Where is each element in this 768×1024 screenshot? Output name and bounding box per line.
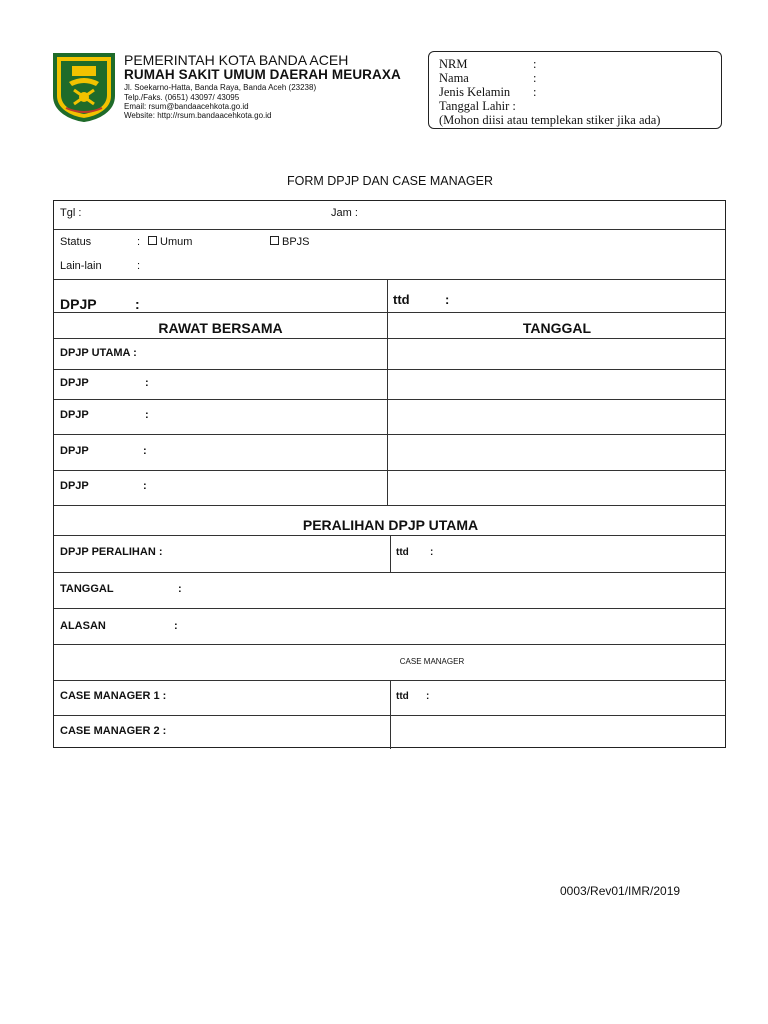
dpjp-form-table: [53, 200, 726, 748]
row-divider: [54, 369, 725, 370]
dpjp-row-label: DPJP: [60, 480, 89, 492]
jenis-kelamin-label: Jenis Kelamin: [439, 85, 511, 99]
document-code: 0003/Rev01/IMR/2019: [560, 884, 681, 898]
hospital-address: Jl. Soekarno-Hatta, Banda Raya, Banda Aceh (23238): [124, 83, 317, 92]
alasan-colon: :: [174, 620, 178, 632]
form-title: FORM DPJP DAN CASE MANAGER: [286, 174, 494, 188]
dpjp-main-colon: :: [135, 296, 140, 312]
dpjp-row-colon: :: [143, 480, 147, 492]
case-manager-2-label: CASE MANAGER 2 :: [60, 725, 167, 737]
row-divider: [54, 434, 725, 435]
status-colon: :: [137, 236, 141, 248]
row-divider: [54, 644, 725, 645]
lain-lain-colon: :: [137, 260, 141, 272]
lain-lain-label: Lain-lain: [60, 260, 102, 272]
dpjp-main-label: DPJP: [60, 296, 97, 312]
status-option-bpjs[interactable]: [270, 236, 310, 248]
nama-label: Nama: [439, 71, 469, 85]
dpjp-peralihan-label: DPJP PERALIHAN :: [60, 546, 163, 558]
peralihan-ttd-label: ttd: [396, 547, 409, 558]
row-divider: [54, 338, 725, 339]
peralihan-ttd-colon: :: [430, 547, 434, 558]
row-divider: [54, 279, 725, 280]
dpjp-row-label: DPJP: [60, 409, 89, 421]
row-divider: [54, 608, 725, 609]
nrm-label: NRM: [439, 57, 468, 71]
dpjp-row-label: DPJP: [60, 377, 89, 389]
peralihan-title: PERALIHAN DPJP UTAMA: [302, 517, 479, 533]
row-divider: [54, 572, 725, 573]
dpjp-row-colon: :: [145, 409, 149, 421]
case-manager-section-label: CASE MANAGER: [399, 657, 465, 666]
tanggal-label: TANGGAL: [60, 583, 114, 595]
alasan-label: ALASAN: [60, 620, 106, 632]
case-manager-1-label: CASE MANAGER 1 :: [60, 690, 167, 702]
nama-colon: :: [533, 71, 537, 85]
hospital-website: Website: http://rsum.bandaacehkota.go.id: [124, 111, 272, 120]
row-divider: [54, 312, 725, 313]
dpjp-row-colon: :: [143, 445, 147, 457]
column-divider: [390, 535, 391, 572]
dpjp-ttd-label: ttd: [393, 292, 410, 307]
patient-identity-box: [428, 51, 722, 129]
status-label: Status: [60, 236, 92, 248]
hospital-name: RUMAH SAKIT UMUM DAERAH MEURAXA: [124, 67, 401, 82]
bpjs-label: BPJS: [282, 236, 310, 248]
nrm-colon: :: [533, 57, 537, 71]
tanggal-header: TANGGAL: [522, 320, 592, 336]
hospital-phone: Telp./Faks. (0651) 43097/ 43095: [124, 93, 240, 102]
row-divider: [54, 399, 725, 400]
city-emblem-logo: [52, 52, 116, 122]
umum-label: Umum: [160, 236, 193, 248]
dpjp-row-colon: :: [145, 377, 149, 389]
tanggal-colon: :: [178, 583, 182, 595]
status-option-umum[interactable]: [148, 236, 192, 248]
case-manager-ttd-label: ttd: [396, 691, 409, 702]
dpjp-row-label: DPJP: [60, 445, 89, 457]
jenis-kelamin-colon: :: [533, 85, 537, 99]
bpjs-checkbox[interactable]: [270, 236, 279, 245]
tgl-label: Tgl :: [60, 207, 82, 219]
row-divider: [54, 229, 725, 230]
column-divider: [387, 279, 388, 505]
government-name: PEMERINTAH KOTA BANDA ACEH: [124, 52, 349, 68]
case-manager-ttd-colon: :: [426, 691, 430, 702]
hospital-email: Email: rsum@bandaacehkota.go.id: [124, 102, 249, 111]
dpjp-ttd-colon: :: [445, 292, 450, 307]
tanggal-lahir-label: Tanggal Lahir :: [439, 99, 516, 113]
jam-label: Jam :: [331, 207, 358, 219]
dpjp-utama-label: DPJP UTAMA :: [60, 347, 137, 359]
rawat-bersama-header: RAWAT BERSAMA: [158, 320, 283, 336]
row-divider: [54, 505, 725, 506]
row-divider: [54, 470, 725, 471]
patient-box-note: (Mohon diisi atau templekan stiker jika ada): [439, 113, 661, 127]
column-divider: [390, 680, 391, 749]
umum-checkbox[interactable]: [148, 236, 157, 245]
